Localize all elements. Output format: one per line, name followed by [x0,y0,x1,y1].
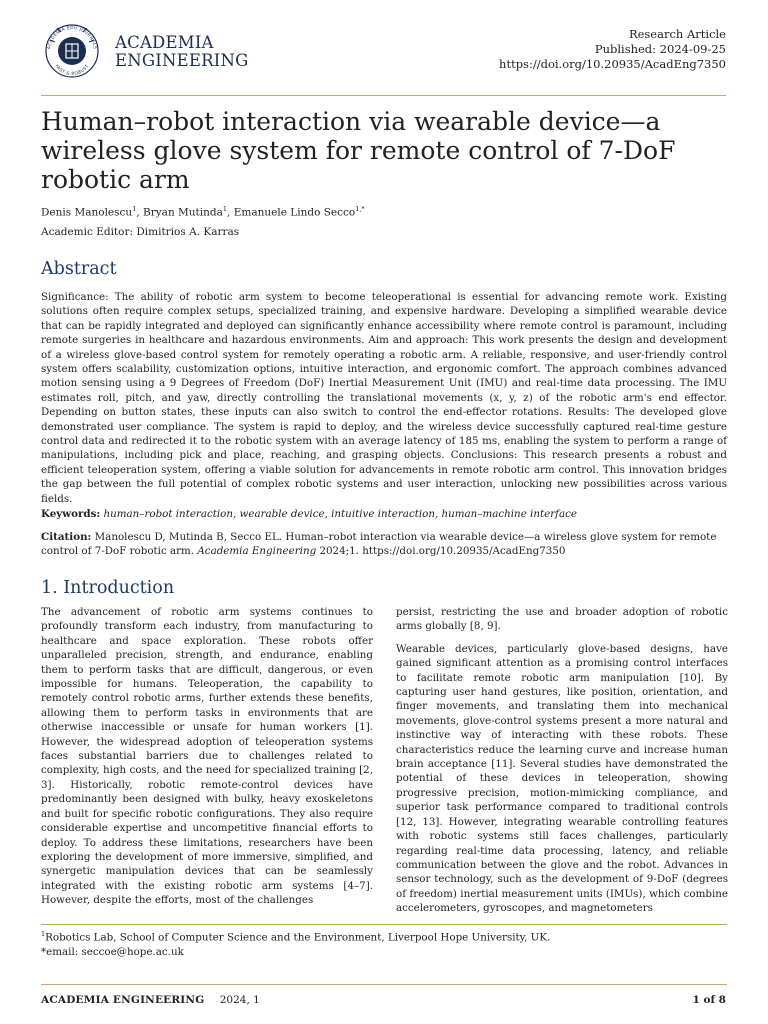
keywords-label: Keywords: [41,508,101,520]
author-name: Emanuele Lindo Secco [233,206,356,219]
citation-pre: Manolescu D, Mutinda B, Secco EL. Human–robot interaction via wearable device—a wireless glove system for remote control of 7-DoF robotic arm. [41,531,717,558]
intro-right-column [396,605,728,924]
author-name: Bryan Mutinda [143,206,223,219]
author-affiliation-mark: 1 [132,205,137,213]
keywords [41,508,727,520]
email-footnote[interactable]: *email: seccoe@hope.ac.uk [41,946,184,958]
affiliation-mark: 1 [41,930,46,938]
published-date: Published: 2024-09-25 [594,42,726,56]
author-affiliation-mark: 1 [222,205,228,213]
journal-brand [115,34,248,70]
footer-volume: 2024, 1 [219,994,260,1006]
author-name: Denis Manolescu [41,206,133,219]
affiliation-footnote [41,930,550,943]
journal-seal-icon [41,22,107,80]
footer-divider [41,984,727,985]
header-divider [41,95,726,96]
page-number: 1 of 8 [692,994,726,1006]
keywords-text: human–robot interaction, wearable device, intuitive interaction, human–machine interface [103,508,577,520]
svg-text:FAST & ROBUST [54,63,91,77]
citation-post: 2024;1. https://doi.org/10.20935/AcadEng7350 [319,545,566,558]
article-meta [499,27,726,72]
journal-logo[interactable] [41,22,261,80]
abstract-text: Significance: The ability of robotic arm system to become teleoperational is essential for advancing remote work. Existing solutions often require complex setups, specialized training, and expensive hardware. Developing a simplified wearable device that can be rapidly integrated and deployed can significantly enhance accessibility where remote control is paramount, including remote surgeries in healthcare and hazardous environments. Aim and approach: This work presents the design and development of a wireless glove-based control system for remotely operating a robotic arm. A reliable, responsive, and user-friendly control system offers scalability, customization options, intuitive interaction, and ergonomic comfort. The approach combines advanced motion sensing using a 9 Degrees of Freedom (DoF) Inertial Measurement Unit (IMU) and real-time data processing. The IMU estimates roll, pitch, and yaw, directly controlling the translational movements (x, y, z) of the robotic arm's end effector. Depending on button states, these inputs can also switch to control the end-effector rotations. Results: The developed glove demonstrated user compliance. The system is rapid to deploy, and the wireless device successfully captured real-time gesture control data and redirected it to the robotic system with an average latency of 185 ms, enabling the system to perform a range of manipulations, including pick and place, reaching, and grasping objects. Conclusions: This research presents a robust and efficient teleoperation system, offering a viable solution for advancements in remote robotic arm control. This innovation bridges the gap between the full potential of complex robotic systems and user interaction, unlocking new possibilities across various fields. [41,291,727,505]
author-affiliation-mark: 1,* [355,205,365,213]
citation-label: Citation: [41,531,92,543]
brand-line-1: ACADEMIA [115,33,214,52]
citation [41,530,727,559]
footnote-divider [41,924,727,925]
abstract-heading: Abstract [41,259,117,279]
seal-top-text: ACADEMIA EDU JOURNALS [47,25,97,50]
article-type: Research Article [628,27,726,41]
page-footer [41,994,260,1006]
introduction-heading: 1. Introduction [41,578,175,598]
citation-journal: Academia Engineering [197,545,317,558]
doi-link[interactable]: https://doi.org/10.20935/AcadEng7350 [499,57,726,71]
intro-paragraph: persist, restricting the use and broader adoption of robotic arms globally [8, 9]. [396,606,728,633]
article-title: Human–robot interaction via wearable device—a wireless glove system for remote control of 7-DoF robotic arm [41,107,676,194]
affiliation-text: Robotics Lab, School of Computer Science and the Environment, Liverpool Hope University, UK. [45,931,551,944]
seal-bottom-text: FAST & ROBUST [53,64,91,78]
academic-editor: Academic Editor: Dimitrios A. Karras [41,226,240,238]
intro-left-column [41,605,373,916]
intro-paragraph: The advancement of robotic arm systems continues to profoundly transform each industry, from manufacturing to healthcare and space exploration. These robots offer unparalleled precision, strength, and endurance, enabling them to perform tasks that are difficult, dangerous, or even impossible for humans. Teleoperation, the capability to remotely control robotic arms, further extends these benefits, allowing them to perform tasks in environments that are otherwise inaccessible or unsafe for human workers [1]. However, the widespread adoption of teleoperation systems faces substantial barriers due to challenges related to complexity, high costs, and the need for specialized training [2, 3]. Historically, robotic remote-control devices have predominantly been designed with bulky, heavy exoskeletons and built for specific robotic configurations. They also require considerable expertise and uncompetitive financial efforts to deploy. To address these limitations, researchers have been exploring the development of more immersive, simplified, and synergetic manipulation devices that can be seamlessly integrated with the existing robotic arm systems [4–7]. However, despite the efforts, most of the challenges [41,606,373,907]
author-list: Denis Manolescu$^1$, Bryan Mutinda$^1$, Emanuele Lindo Secco$^{1,*}$ [41,205,365,219]
intro-paragraph: Wearable devices, particularly glove-based designs, have gained significant attention as a promising control interfaces to facilitate remote robotic arm manipulation [10]. By capturing user hand gestures, like position, orientation, and finger movements, and translating them into mechanical movements, glove-control systems present a more natural and instinctive way of interacting with these robots. These characteristics reduce the learning curve and increase human brain acceptance [11]. Several studies have demonstrated the potential of these devices in teleoperation, showing progressive precision, motion-mimicking compliance, and superior task performance compared to traditional controls [12, 13]. However, integrating wearable controlling features with robotic systems still faces challenges, particularly regarding real-time data processing, latency, and reliable communication between the glove and the robot. Advances in sensor technology, such as the development of 9-DoF (degrees of freedom) inertial measurement units (IMUs), which combine accelerometers, gyroscopes, and magnetometers [396,642,728,915]
brand-line-2: ENGINEERING [115,51,249,70]
footer-journal: ACADEMIA ENGINEERING [41,994,205,1006]
